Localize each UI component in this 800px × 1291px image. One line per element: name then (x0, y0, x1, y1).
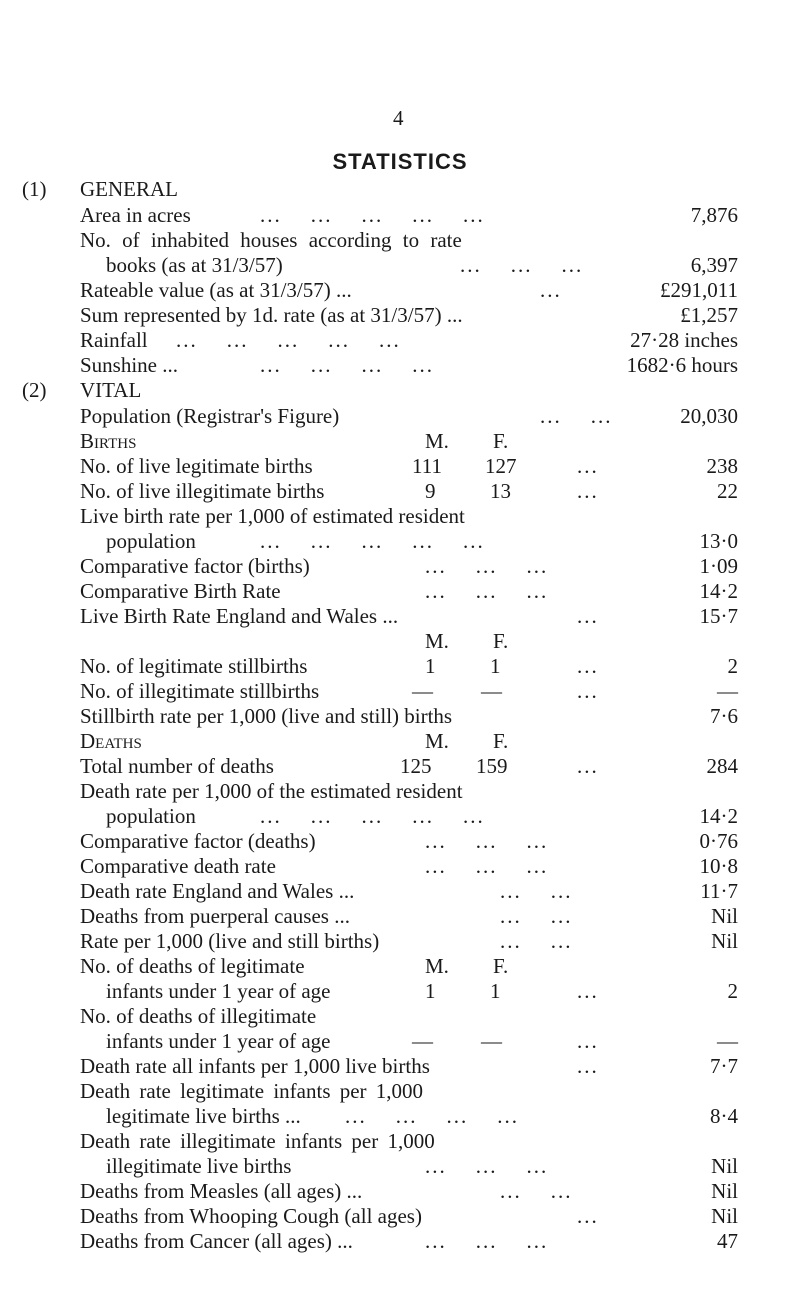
section-number: (1) (22, 177, 47, 201)
legit-infant-m: 1 (425, 979, 436, 1003)
legit-infant-label: No. of deaths of legitimate (80, 954, 305, 978)
death-rate-label: Death rate per 1,000 of the estimated resident (80, 779, 463, 803)
section-vital-heading (22, 380, 141, 401)
ew-death-rate-value: 11·7 (700, 879, 738, 903)
leader-dots: ... (577, 679, 599, 703)
col-f: F. (493, 729, 509, 753)
leader-dots: ... (577, 754, 599, 778)
rateable-value: £291,011 (660, 278, 738, 302)
comp-factor-deaths-label: Comparative factor (deaths) (80, 829, 316, 853)
leader-dots: ... ... ... (425, 1154, 549, 1178)
leader-dots: ... (577, 1204, 599, 1228)
illegit-infant-m: — (412, 1029, 433, 1053)
illegit-births-total: 22 (717, 479, 738, 503)
legit-infant-total: 2 (727, 979, 738, 1003)
leader-dots: ... (577, 454, 599, 478)
houses-value: 6,397 (690, 253, 738, 277)
rateable-label: Rateable value (as at 31/3/57) ... (80, 278, 352, 302)
sunshine-label: Sunshine ... (80, 353, 179, 377)
penny-rate-value: £1,257 (680, 303, 738, 327)
col-f: F. (493, 429, 509, 453)
legit-infant-rate-value: 8·4 (710, 1104, 738, 1128)
leader-dots: ... ... ... (425, 554, 549, 578)
illegit-infant-label-cont: infants under 1 year of age (106, 1029, 331, 1053)
legit-infant-f: 1 (490, 979, 501, 1003)
area-label: Area in acres (80, 203, 191, 227)
leader-dots: ... (577, 1029, 599, 1053)
population-label: Population (Registrar's Figure) (80, 404, 340, 428)
legit-stillbirths-f: 1 (490, 654, 501, 678)
leader-dots: ... ... ... (425, 1229, 549, 1253)
deaths-heading: Deaths (80, 729, 142, 753)
comp-factor-deaths-value: 0·76 (699, 829, 738, 853)
section-number: (2) (22, 378, 47, 402)
leader-dots: ... (577, 979, 599, 1003)
total-deaths-label: Total number of deaths (80, 754, 274, 778)
illegit-stillbirths-total: — (717, 679, 738, 703)
death-rate-value: 14·2 (699, 804, 738, 828)
houses-label: No. of inhabited houses according to rate (80, 228, 462, 252)
leader-dots: ... (577, 654, 599, 678)
stillbirth-rate-label: Stillbirth rate per 1,000 (live and still) births (80, 704, 453, 728)
leader-dots: ... ... ... (425, 854, 549, 878)
illegit-infant-f: — (481, 1029, 502, 1053)
area-value: 7,876 (690, 203, 738, 227)
whooping-label: Deaths from Whooping Cough (all ages) (80, 1204, 422, 1228)
leader-dots: ... (577, 479, 599, 503)
legit-births-f: 127 (485, 454, 517, 478)
page-number: 4 (393, 106, 404, 130)
cancer-value: 47 (717, 1229, 738, 1253)
illegit-infant-label: No. of deaths of illegitimate (80, 1004, 317, 1028)
leader-dots: ... ... (500, 904, 573, 928)
ew-birth-rate-value: 15·7 (699, 604, 738, 628)
col-m: M. (425, 429, 449, 453)
measles-label: Deaths from Measles (all ages) ... (80, 1179, 363, 1203)
illegit-infant-total: — (717, 1029, 738, 1053)
col-m: M. (425, 729, 449, 753)
ew-death-rate-label: Death rate England and Wales ... (80, 879, 355, 903)
comp-birth-rate-value: 14·2 (699, 579, 738, 603)
comp-factor-births-value: 1·09 (699, 554, 738, 578)
births-heading: Births (80, 429, 137, 453)
illegit-stillbirths-f: — (481, 679, 502, 703)
houses-label-cont: books (as at 31/3/57) (106, 253, 283, 277)
leader-dots: ... ... ... (425, 579, 549, 603)
puerperal-label: Deaths from puerperal causes ... (80, 904, 350, 928)
section-title: VITAL (80, 378, 142, 402)
total-deaths-total: 284 (706, 754, 738, 778)
live-birth-rate-value: 13·0 (699, 529, 738, 553)
live-birth-rate-label-cont: population (106, 529, 196, 553)
illegit-stillbirths-label: No. of illegitimate stillbirths (80, 679, 320, 703)
legit-births-total: 238 (706, 454, 738, 478)
comp-death-rate-label: Comparative death rate (80, 854, 276, 878)
comp-death-rate-value: 10·8 (699, 854, 738, 878)
legit-stillbirths-label: No. of legitimate stillbirths (80, 654, 308, 678)
live-birth-rate-label: Live birth rate per 1,000 of estimated resident (80, 504, 465, 528)
legit-births-m: 111 (412, 454, 442, 478)
leader-dots: ... ... (500, 929, 573, 953)
rainfall-value: 27·28 inches (630, 328, 738, 352)
leader-dots: ... ... ... ... ... (176, 328, 401, 352)
leader-dots: ... ... ... ... ... (260, 203, 485, 227)
stillbirth-rate-value: 7·6 (710, 704, 738, 728)
comp-factor-births-label: Comparative factor (births) (80, 554, 310, 578)
total-deaths-m: 125 (400, 754, 432, 778)
leader-dots: ... ... ... ... ... (260, 529, 485, 553)
leader-dots: ... ... (540, 404, 613, 428)
illegit-infant-rate-label: Death rate illegitimate infants per 1,000 (80, 1129, 435, 1153)
comp-birth-rate-label: Comparative Birth Rate (80, 579, 281, 603)
illegit-infant-rate-label-cont: illegitimate live births (106, 1154, 292, 1178)
legit-infant-rate-label: Death rate legitimate infants per 1,000 (80, 1079, 424, 1103)
leader-dots: ... ... (500, 879, 573, 903)
illegit-stillbirths-m: — (412, 679, 433, 703)
illegit-infant-rate-value: Nil (711, 1154, 738, 1178)
illegit-births-f: 13 (490, 479, 511, 503)
legit-births-label: No. of live legitimate births (80, 454, 313, 478)
leader-dots: ... ... ... ... ... (260, 804, 485, 828)
leader-dots: ... ... ... ... (345, 1104, 519, 1128)
illegit-births-label: No. of live illegitimate births (80, 479, 325, 503)
measles-value: Nil (711, 1179, 738, 1203)
infant-rate-value: 7·7 (710, 1054, 738, 1078)
cancer-label: Deaths from Cancer (all ages) ... (80, 1229, 353, 1253)
rainfall-label: Rainfall (80, 328, 148, 352)
illegit-births-m: 9 (425, 479, 436, 503)
ew-birth-rate-label: Live Birth Rate England and Wales ... (80, 604, 399, 628)
penny-rate-label: Sum represented by 1d. rate (as at 31/3/57) ... (80, 303, 463, 327)
section-general-heading (22, 179, 178, 200)
col-m: M. (425, 629, 449, 653)
leader-dots: ... (577, 604, 599, 628)
legit-stillbirths-total: 2 (727, 654, 738, 678)
col-f: F. (493, 629, 509, 653)
sunshine-value: 1682·6 hours (626, 353, 738, 377)
legit-infant-rate-label-cont: legitimate live births ... (106, 1104, 301, 1128)
leader-dots: ... (540, 278, 562, 302)
leader-dots: ... ... ... (425, 829, 549, 853)
whooping-value: Nil (711, 1204, 738, 1228)
col-f: F. (493, 954, 509, 978)
puerperal-value: Nil (711, 904, 738, 928)
total-deaths-f: 159 (476, 754, 508, 778)
legit-infant-label-cont: infants under 1 year of age (106, 979, 331, 1003)
legit-stillbirths-m: 1 (425, 654, 436, 678)
leader-dots: ... (577, 1054, 599, 1078)
page-title: STATISTICS (332, 149, 468, 174)
leader-dots: ... ... ... (460, 253, 584, 277)
death-rate-label-cont: population (106, 804, 196, 828)
leader-dots: ... ... (500, 1179, 573, 1203)
col-m: M. (425, 954, 449, 978)
population-value: 20,030 (680, 404, 738, 428)
leader-dots: ... ... ... ... (260, 353, 434, 377)
infant-rate-label: Death rate all infants per 1,000 live births (80, 1054, 430, 1078)
puerperal-rate-label: Rate per 1,000 (live and still births) (80, 929, 380, 953)
section-title: GENERAL (80, 177, 178, 201)
puerperal-rate-value: Nil (711, 929, 738, 953)
